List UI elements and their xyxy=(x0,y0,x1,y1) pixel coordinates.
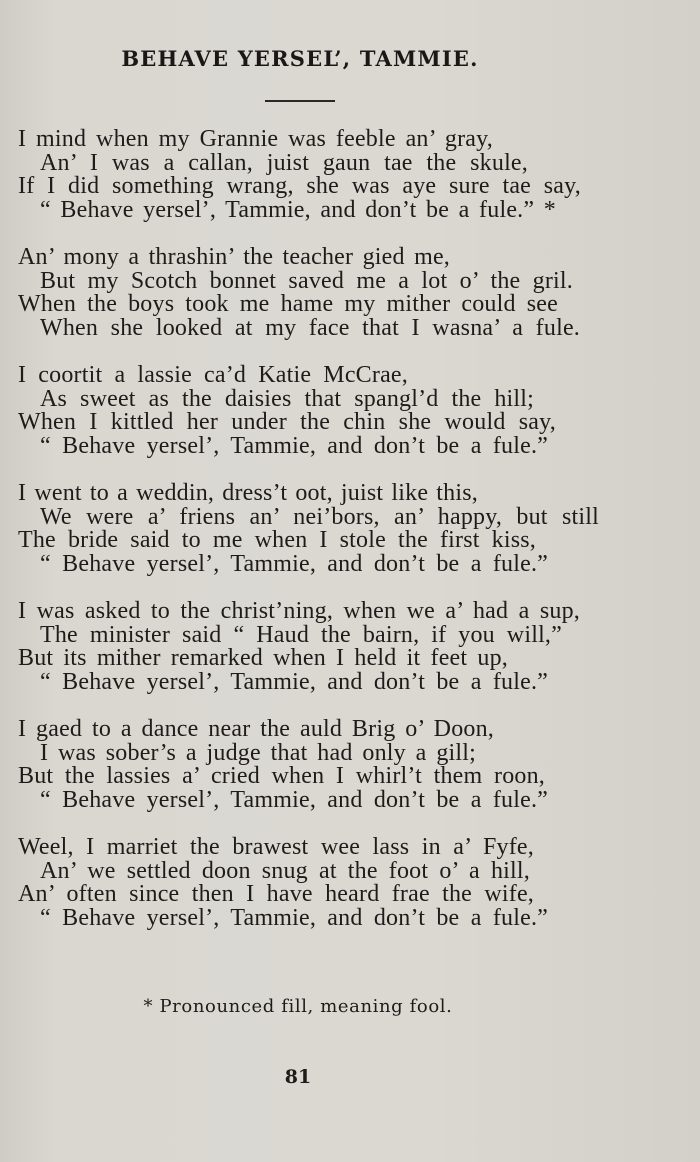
poem-line: An’ we settled doon snug at the foot o’ a hill, xyxy=(40,857,530,884)
poem-line: I was sober’s a judge that had only a gill; xyxy=(40,739,476,766)
poem-line: But my Scotch bonnet saved me a lot o’ the gril. xyxy=(40,267,573,294)
poem-line: The minister said “ Haud the bairn, if you will,” xyxy=(40,621,562,648)
poem-line: “ Behave yersel’, Tammie, and don’t be a fule.” xyxy=(40,668,548,695)
poem-line: I gaed to a dance near the auld Brig o’ Doon, xyxy=(18,716,494,742)
page-number: 81 xyxy=(284,1066,312,1088)
poem-line: An’ mony a thrashin’ the teacher gied me, xyxy=(18,244,450,270)
poem-line: An’ often since then I have heard frae the wife, xyxy=(18,881,534,907)
title-divider xyxy=(265,100,335,102)
stanza xyxy=(18,128,588,222)
poem-line: When the boys took me hame my mither could see xyxy=(18,291,558,317)
poem-line: The bride said to me when I stole the first kiss, xyxy=(18,527,536,553)
poem-line: When I kittled her under the chin she would say, xyxy=(18,409,556,435)
poem-line: We were a’ friens an’ nei’bors, an’ happy, but still xyxy=(40,503,599,530)
footnote: * Pronounced fill, meaning fool. xyxy=(143,996,453,1017)
poem-line: “ Behave yersel’, Tammie, and don’t be a fule.” * xyxy=(40,196,556,223)
stanza xyxy=(18,246,588,340)
poem-line: I went to a weddin, dress’t oot, juist like this, xyxy=(18,480,478,506)
poem-line: I was asked to the christ’ning, when we a’ had a sup, xyxy=(18,598,580,624)
poem-line: I mind when my Grannie was feeble an’ gray, xyxy=(18,126,493,152)
poem-line: “ Behave yersel’, Tammie, and don’t be a fule.” xyxy=(40,432,548,459)
stanza xyxy=(18,480,599,577)
poem-line: Weel, I marriet the brawest wee lass in a’ Fyfe, xyxy=(18,834,534,860)
stanza xyxy=(18,600,588,694)
poem-title: BEHAVE YERSEL’, TAMMIE. xyxy=(121,46,479,71)
poem-line: I coortit a lassie ca’d Katie McCrae, xyxy=(18,362,408,388)
poem-line: As sweet as the daisies that spangl’d the hill; xyxy=(40,385,534,412)
poem-line: “ Behave yersel’, Tammie, and don’t be a fule.” xyxy=(40,786,548,813)
poem-body xyxy=(18,126,599,954)
poem-line: But its mither remarked when I held it feet up, xyxy=(18,645,508,671)
poem-line: “ Behave yersel’, Tammie, and don’t be a fule.” xyxy=(40,904,548,931)
poem-line: “ Behave yersel’, Tammie, and don’t be a fule.” xyxy=(40,550,548,577)
stanza xyxy=(18,718,588,812)
poem-line: But the lassies a’ cried when I whirl’t them roon, xyxy=(18,763,545,789)
stanza xyxy=(18,836,588,930)
poem-line: When she looked at my face that I wasna’ a fule. xyxy=(40,314,580,341)
poem-line: If I did something wrang, she was aye sure tae say, xyxy=(18,173,581,199)
poem-line: An’ I was a callan, juist gaun tae the skule, xyxy=(40,149,528,176)
stanza xyxy=(18,364,588,458)
